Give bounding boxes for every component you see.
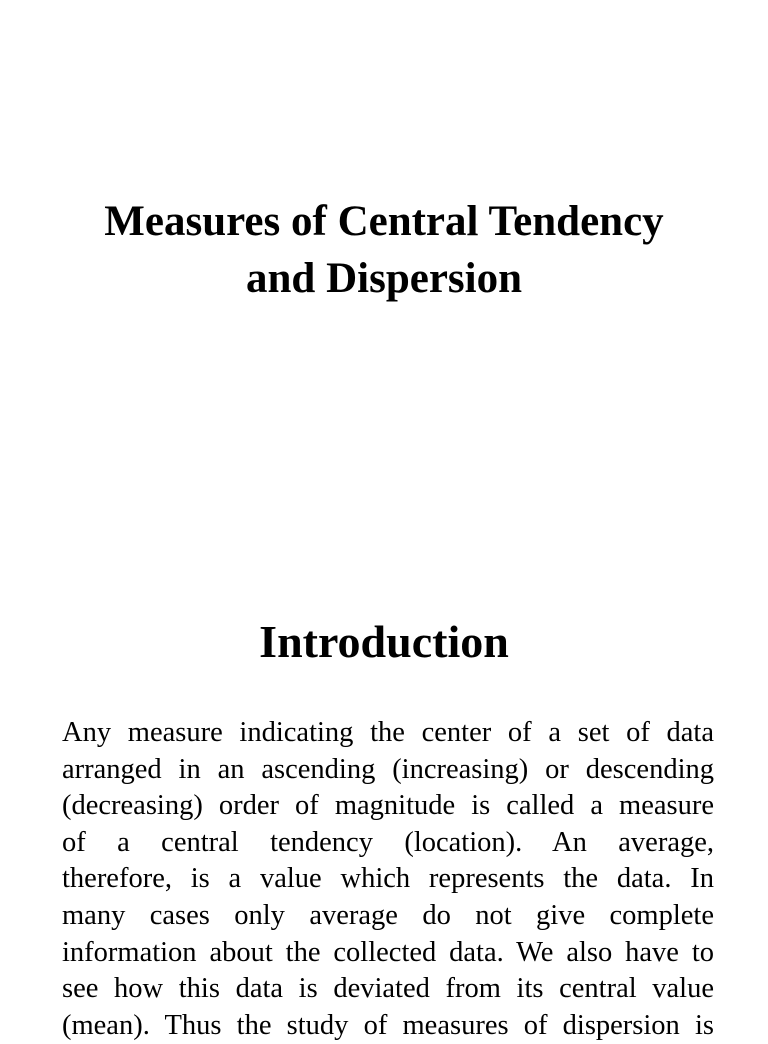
- body-line: therefore, is a value which represents the data. In: [62, 863, 714, 895]
- body-line: see how this data is deviated from its central value: [62, 973, 714, 1005]
- body-paragraph: [62, 715, 714, 1044]
- section-heading-introduction: Introduction: [259, 616, 509, 667]
- body-line: of a central tendency (location). An average,: [62, 826, 714, 858]
- body-line: (mean). Thus the study of measures of dispersion is: [62, 1009, 714, 1041]
- body-line: (decreasing) order of magnitude is called a measure: [62, 790, 714, 822]
- document-title: [40, 193, 728, 307]
- body-line: information about the collected data. We also have to: [62, 936, 714, 968]
- body-line: arranged in an ascending (increasing) or descending: [62, 753, 714, 785]
- body-line: Any measure indicating the center of a set of data: [62, 717, 714, 748]
- title-line-1: Measures of Central Tendency: [104, 198, 664, 245]
- body-line: many cases only average do not give complete: [62, 899, 714, 931]
- title-line-2: and Dispersion: [246, 255, 522, 302]
